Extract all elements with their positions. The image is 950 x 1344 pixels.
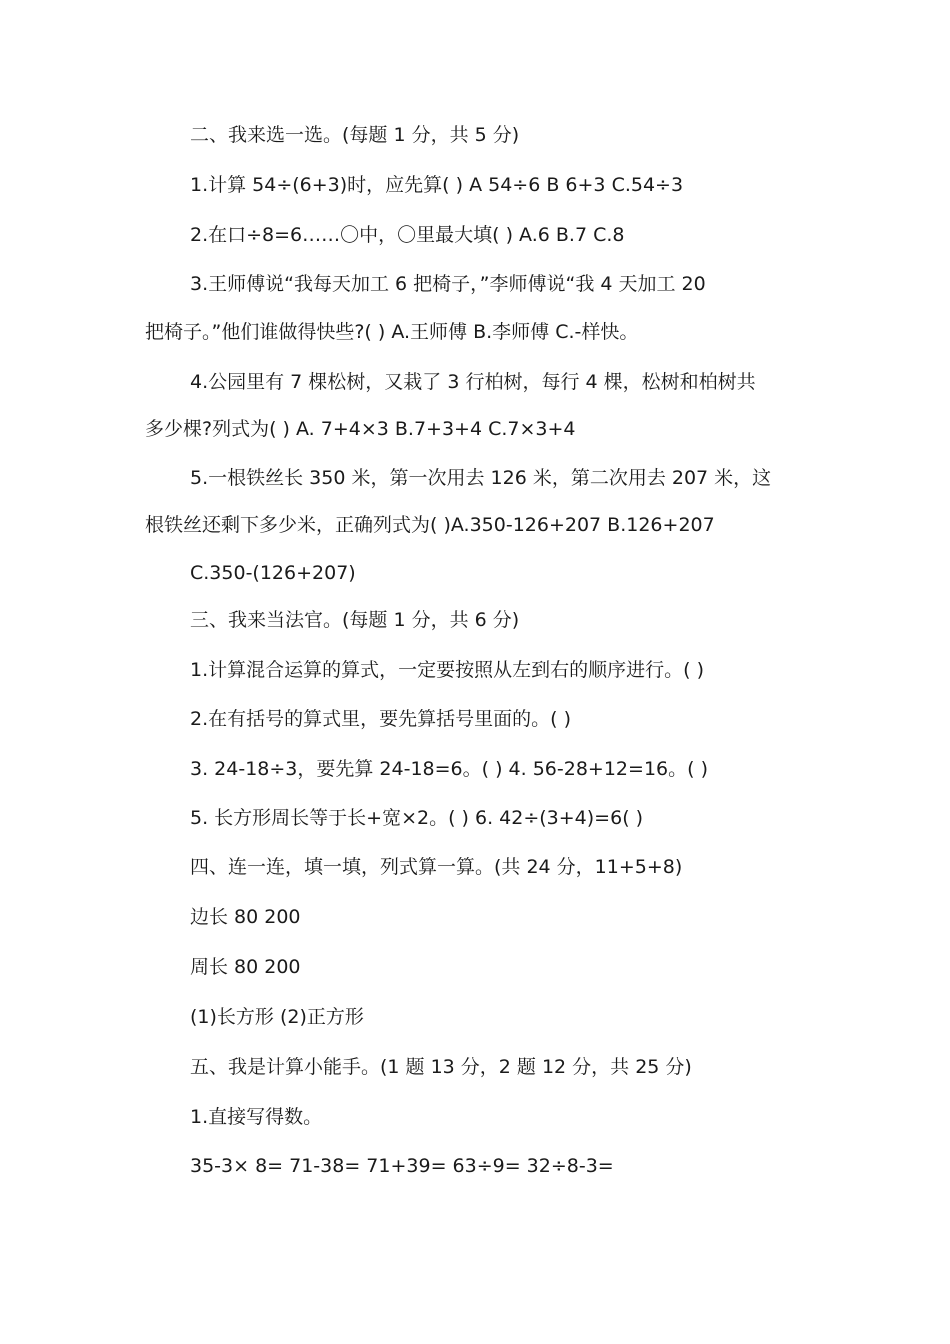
- section-5-heading: 五、我是计算小能手。(1 题 13 分，2 题 12 分，共 25 分): [190, 1056, 692, 1078]
- section-3-heading: 三、我来当法官。(每题 1 分，共 6 分): [190, 609, 520, 631]
- section-5-question-1: 1.直接写得数。: [190, 1106, 323, 1128]
- section-4-row-side-length: 边长 80 200: [190, 906, 301, 928]
- section-4-row-shapes: (1)长方形 (2)正方形: [190, 1006, 364, 1028]
- section-3-questions-3-4: 3. 24-18÷3，要先算 24-18=6。( ) 4. 56-28+12=16。( ): [190, 758, 708, 780]
- section-2-heading: 二、我来选一选。(每题 1 分，共 5 分): [190, 124, 520, 146]
- section-4-row-perimeter: 周长 80 200: [190, 956, 301, 978]
- section-3-question-1: 1.计算混合运算的算式，一定要按照从左到右的顺序进行。( ): [190, 659, 704, 681]
- section-3-questions-5-6: 5. 长方形周长等于长+宽×2。( ) 6. 42÷(3+4)=6( ): [190, 807, 644, 829]
- section-2-question-3-line-1: 3.王师傅说“我每天加工 6 把椅子，”李师傅说“我 4 天加工 20: [190, 273, 706, 295]
- section-2-question-2: 2.在口÷8=6……〇中，〇里最大填( ) A.6 B.7 C.8: [190, 224, 625, 246]
- section-2-question-5-line-1: 5.一根铁丝长 350 米，第一次用去 126 米，第二次用去 207 米，这: [190, 467, 772, 489]
- section-2-question-5-line-2: 根铁丝还剩下多少米，正确列式为( )A.350-126+207 B.126+207: [145, 514, 715, 536]
- section-4-heading: 四、连一连，填一填，列式算一算。(共 24 分，11+5+8): [190, 856, 683, 878]
- section-2-question-4-line-2: 多少棵?列式为( ) A. 7+4×3 B.7+3+4 C.7×3+4: [145, 418, 576, 440]
- section-3-question-2: 2.在有括号的算式里，要先算括号里面的。( ): [190, 708, 571, 730]
- section-2-question-1: 1.计算 54÷(6+3)时，应先算( ) A 54÷6 B 6+3 C.54÷3: [190, 174, 684, 196]
- section-2-question-4-line-1: 4.公园里有 7 棵松树，又栽了 3 行柏树，每行 4 棵，松树和柏树共: [190, 371, 756, 393]
- section-5-expressions: 35-3× 8= 71-38= 71+39= 63÷9= 32÷8-3=: [190, 1155, 614, 1177]
- section-2-question-5-line-3: C.350-(126+207): [190, 562, 356, 584]
- section-2-question-3-line-2: 把椅子。”他们谁做得快些?( ) A.王师傅 B.李师傅 C.-样快。: [145, 321, 639, 343]
